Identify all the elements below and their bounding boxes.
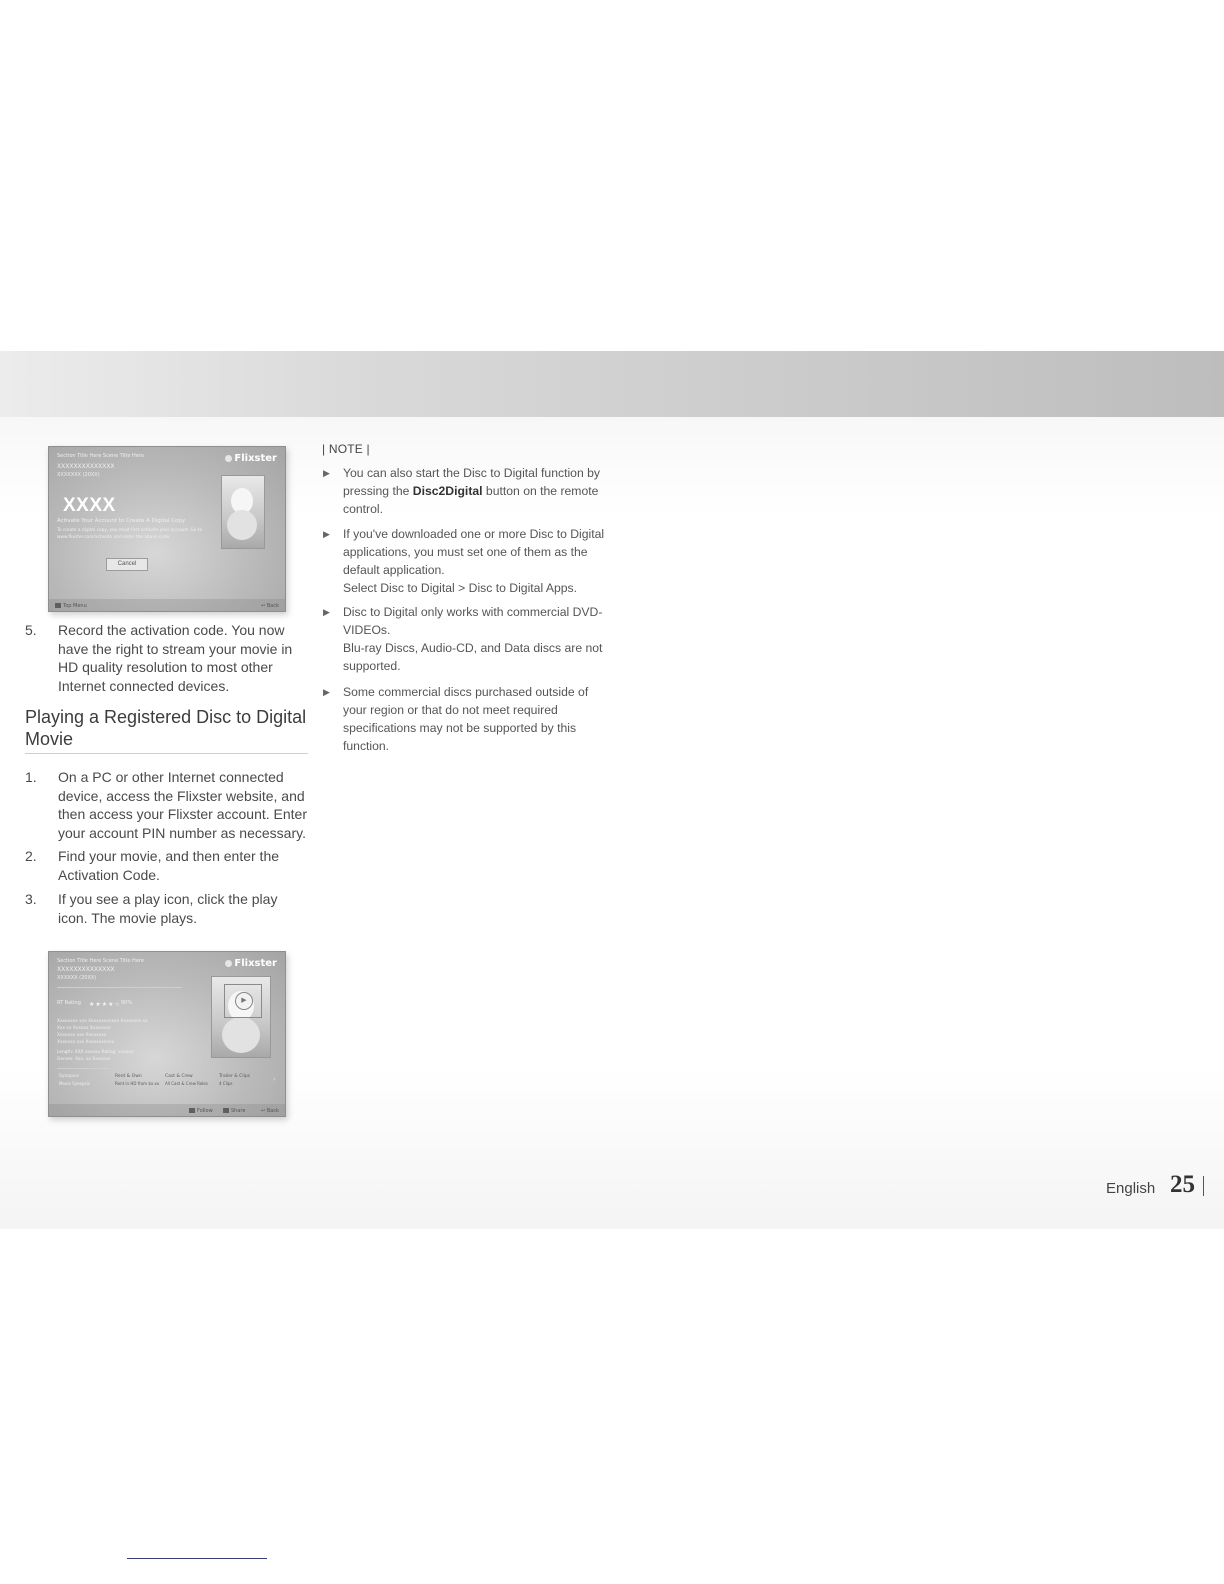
follow-hint: Follow [189,1108,213,1114]
step-5 [25,621,310,697]
tab-rent-own[interactable]: Rent & Own [115,1074,142,1079]
tab-sub: Movie Synopsis [59,1081,90,1086]
disc2digital-button-name: Disc2Digital [412,484,483,498]
bullet-icon: ▶ [323,687,330,697]
screen-movie-sub: XXXXXXX (20XX) [57,472,100,478]
screen-movie-sub: XXXXXX (20XX) [57,975,97,981]
back-hint: ↩ Back [261,1108,279,1114]
desc-line: Xxxxxxx xxx Xxxxxxxxxxx [57,1040,114,1045]
movie-poster [221,475,265,549]
header-band [0,351,1224,417]
screen-breadcrumb: Section Title Here Scene Title Here [57,958,144,964]
screen-breadcrumb: Section Title Here Scene Title Here [57,453,144,459]
activate-title: Activate Your Account to Create A Digital Copy [57,518,186,524]
rating-value: 90% [121,1000,133,1006]
tab-cast-crew[interactable]: Cast & Crew [165,1074,193,1079]
step-text: Record the activation code. You now have the right to stream your movie in HD quality resolution to most other Internet connected devices. [58,622,293,694]
genre-line: Genres: Xxx, xx Xxxxxxx [57,1057,111,1062]
desc-line: Xxxxxxxx xxx Xxxxxxxxxxxx Xxxxxxxx xx [57,1019,148,1024]
length-line: Length: XXX xxxxxx Rating: xxxxxx [57,1050,134,1055]
step-3 [25,890,310,930]
footer-divider [1203,1176,1204,1196]
note-item-1: ▶ You can also start the Disc to Digital function by pressing the Disc2Digital button on the remote control. [323,466,600,516]
tab-underline [57,1068,109,1069]
bullet-icon: ▶ [323,468,330,478]
desc-line: Xxx xx Xxxxxx Xxxxxxxx [57,1026,111,1031]
play-icon[interactable]: ▶ [235,992,253,1010]
screen-movie-title: XXXXXXXXXXXXXX [57,463,115,470]
flixster-logo-icon [225,455,232,462]
return-icon: ↩ [261,1108,267,1114]
step-text: If you see a play icon, click the play icon. The movie plays. [58,891,278,926]
bottom-rule [127,1558,267,1559]
flixster-logo: Flixster [225,453,277,464]
tab-synopsis[interactable]: Synopsis [59,1074,79,1079]
tab-sub: All Cast & Crew Roles [165,1081,208,1086]
activate-line1: To create a digital copy, you must first activate your account. Go to [57,528,203,533]
top-menu-hint: Top Menu [55,603,87,609]
flixster-logo-icon [225,960,232,967]
tab-sub: 4 Clips [219,1081,233,1086]
note-item-3: ▶ Disc to Digital only works with commercial DVD-VIDEOs. Blu-ray Discs, Audio-CD, and Data discs are not supported. [323,605,603,673]
return-icon: ↩ [261,603,267,609]
heading-divider [25,753,308,754]
activation-code: XXXX [63,495,116,516]
footer-language: English [1106,1180,1156,1197]
play-frame[interactable] [224,984,262,1018]
note-heading: | NOTE | [322,442,370,456]
desc-line: Xxxxxxx xxx Xxxxxxxx [57,1033,107,1038]
bullet-icon: ▶ [323,529,330,539]
button-icon [189,1108,195,1113]
step-1 [25,768,310,844]
step-number: 1. [25,769,37,785]
tab-trailer-clips[interactable]: Trailer & Clips [219,1074,251,1079]
activation-screenshot [48,446,286,612]
step-text: Find your movie, and then enter the Activation Code. [58,848,280,883]
movie-detail-screenshot [48,951,286,1117]
button-icon [55,603,61,608]
flixster-logo: Flixster [225,958,277,969]
step-text: On a PC or other Internet connected device, access the Flixster website, and then access your Flixster account. Enter your account PIN number as necessary. [58,769,307,841]
screen-movie-title: XXXXXXXXXXXXXX [57,966,115,973]
tab-sub: Rent in HD from $x.xx [115,1081,160,1086]
page-number: 25 [1170,1171,1195,1198]
screen-divider [57,987,182,988]
step-number: 2. [25,848,37,864]
activate-line2: www.flixster.com/activate and enter the above code. [57,535,171,540]
note-item-2: ▶ If you've downloaded one or more Disc to Digital applications, you must set one of them as the default application. Select Disc to Digital > Disc to Digital Apps. [323,527,605,595]
cancel-button[interactable]: Cancel [106,558,148,571]
share-hint: Share [223,1108,245,1114]
rating-stars: ★★★★☆ [89,1002,121,1008]
bullet-icon: ▶ [323,607,330,617]
step-number: 3. [25,891,37,907]
screen-footer-bar [49,1104,285,1116]
rating-label: RT Rating [57,1000,81,1006]
chevron-right-icon[interactable]: › [273,1076,276,1083]
back-hint: ↩ Back [261,603,279,609]
note-item-4: ▶ Some commercial discs purchased outside of your region or that do not meet required specifications may not be supported by this function. [323,685,589,753]
button-icon [223,1108,229,1113]
section-heading: Playing a Registered Disc to Digital Movie [25,707,307,749]
step-2 [25,847,310,887]
step-number: 5. [25,622,37,638]
